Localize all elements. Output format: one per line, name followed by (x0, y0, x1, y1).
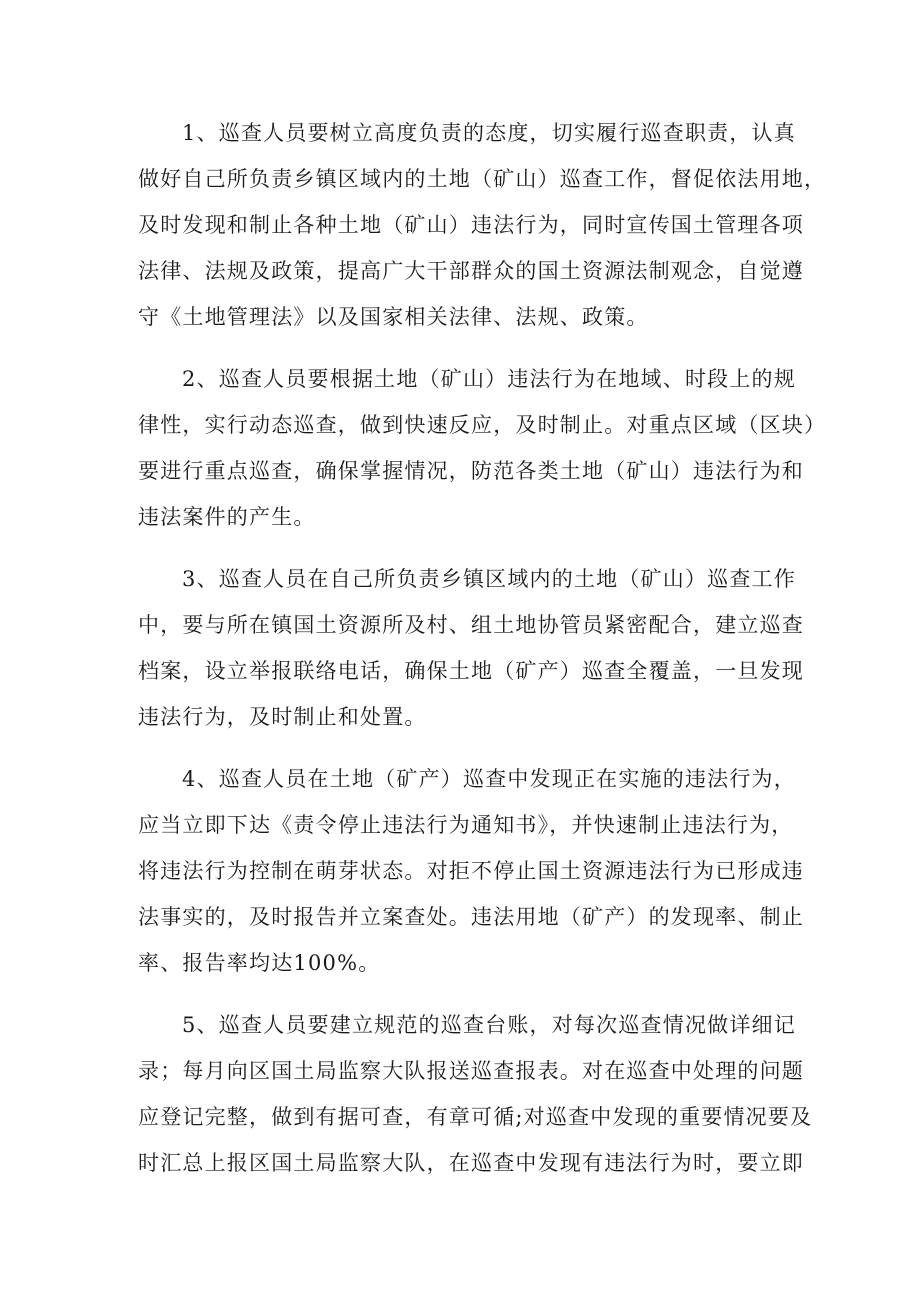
paragraph-line: 2、巡查人员要根据土地（矿山）违法行为在地域、时段上的规 (182, 367, 796, 391)
paragraph-line: 中，要与所在镇国土资源所及村、组土地协管员紧密配合，建立巡查 (138, 613, 804, 637)
paragraph-line: 违法案件的产生。 (138, 505, 316, 529)
paragraph-line: 率、报告率均达100%。 (138, 951, 381, 975)
paragraph-4 (138, 756, 804, 986)
paragraph-line: 守《土地管理法》以及国家相关法律、法规、政策。 (138, 305, 649, 329)
paragraph-line: 3、巡查人员在自己所负责乡镇区域内的土地（矿山）巡查工作 (182, 567, 796, 591)
paragraph-line: 5、巡查人员要建立规范的巡查台账，对每次巡查情况做详细记 (182, 1013, 796, 1037)
paragraph-line: 应登记完整，做到有据可查，有章可循;对巡查中发现的重要情况要及 (138, 1105, 813, 1129)
paragraph-line: 4、巡查人员在土地（矿产）巡查中发现正在实施的违法行为， (182, 767, 796, 791)
paragraph-1 (138, 110, 827, 340)
paragraph-line: 应当立即下达《责令停止违法行为通知书》，并快速制止违法行为， (138, 813, 794, 837)
paragraph-3 (138, 556, 804, 740)
paragraph-line: 录；每月向区国土局监察大队报送巡查报表。对在巡查中处理的问题 (138, 1059, 804, 1083)
paragraph-line: 时汇总上报区国土局监察大队，在巡查中发现有违法行为时，要立即 (138, 1151, 804, 1175)
paragraph-2 (138, 356, 827, 540)
paragraph-line: 档案，设立举报联络电话，确保土地（矿产）巡查全覆盖，一旦发现 (138, 659, 804, 683)
paragraph-line: 将违法行为控制在萌芽状态。对拒不停止国土资源违法行为已形成违 (138, 859, 804, 883)
paragraph-line: 做好自己所负责乡镇区域内的土地（矿山）巡查工作，督促依法用地， (138, 167, 827, 191)
paragraph-5 (138, 1002, 813, 1186)
paragraph-line: 法事实的，及时报告并立案查处。违法用地（矿产）的发现率、制止 (138, 905, 804, 929)
document-body (138, 110, 827, 1202)
paragraph-line: 法律、法规及政策，提高广大干部群众的国土资源法制观念，自觉遵 (138, 259, 804, 283)
paragraph-line: 要进行重点巡查，确保掌握情况，防范各类土地（矿山）违法行为和 (138, 459, 804, 483)
paragraph-line: 违法行为，及时制止和处置。 (138, 705, 427, 729)
paragraph-line: 律性，实行动态巡查，做到快速反应，及时制止。对重点区域（区块） (138, 413, 827, 437)
paragraph-line: 1、巡查人员要树立高度负责的态度，切实履行巡查职责，认真 (182, 121, 796, 145)
paragraph-line: 及时发现和制止各种土地（矿山）违法行为，同时宣传国土管理各项 (138, 213, 804, 237)
